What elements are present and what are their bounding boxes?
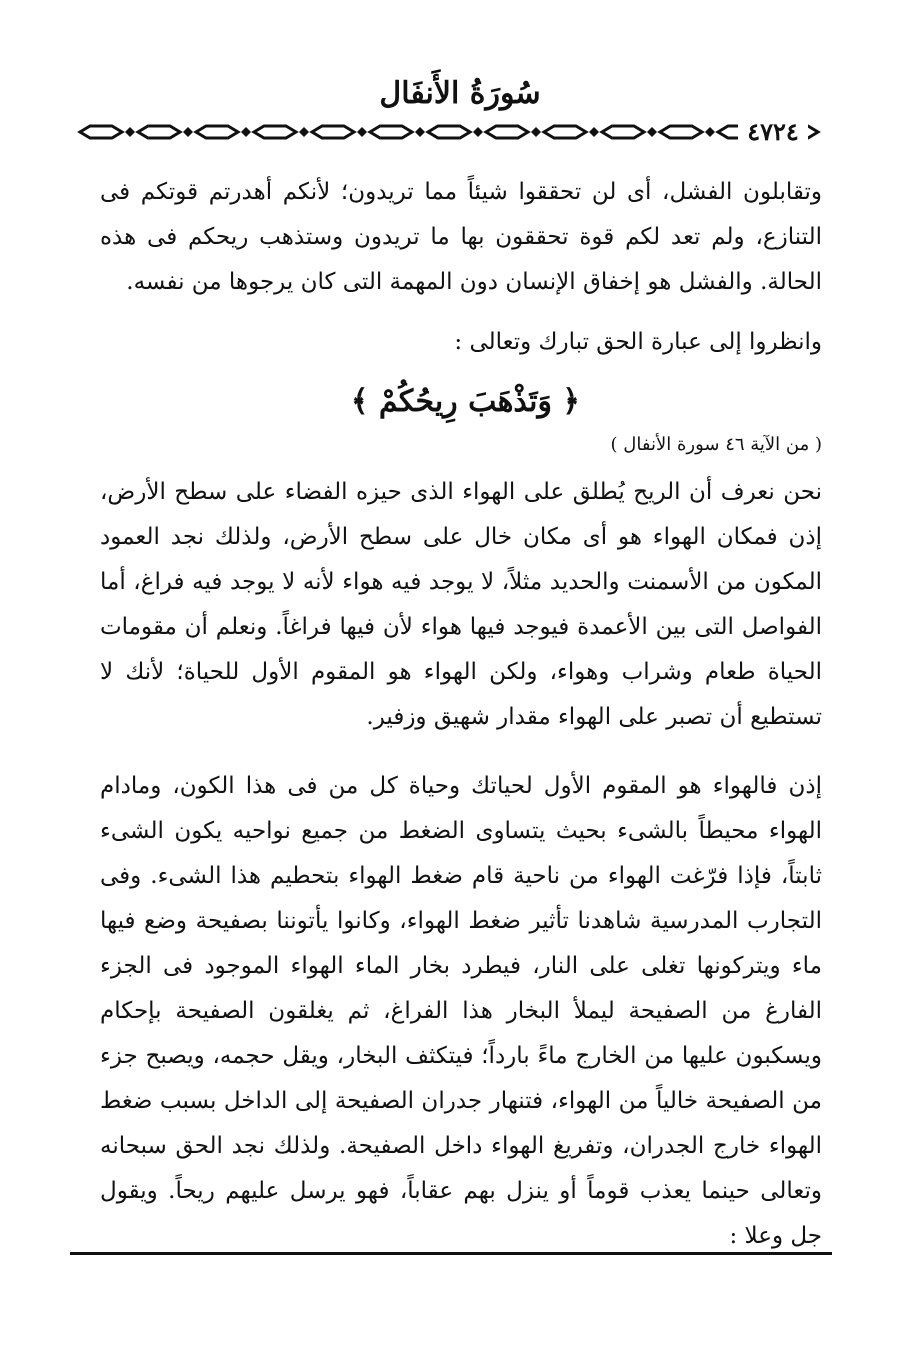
surah-title: سُورَةُ الأَنفَال [379, 76, 541, 111]
paragraph-1: وتقابلون الفشل، أى لن تحققوا شيئاً مما تريدون؛ لأنكم أهدرتم قوتكم فى التنازع، ولم تعد لكم قوة تحققون بها ما تريدون وستذهب ريحكم فى هذه الحالة. والفشل هو إخفاق الإنسان دون المهمة التى كان يرجوها من نفسه. [100, 179, 822, 295]
header-ornament-rule [70, 116, 830, 148]
page-number: ٤٧٢٤ [738, 118, 808, 146]
footer-rule [70, 1252, 832, 1255]
verse-intro: وانظروا إلى عبارة الحق تبارك وتعالى : [454, 329, 822, 355]
quran-verse: ﴿ وَتَذْهَبَ رِيحُكُمْ ﴾ [350, 384, 580, 419]
verse-citation: ( من الآية ٤٦ سورة الأنفال ) [610, 434, 822, 455]
paragraph-2: نحن نعرف أن الريح يُطلق على الهواء الذى حيزه الفضاء على سطح الأرض، إذن فمكان الهواء هو أى مكان خال على سطح الأرض، ولذلك نجد العمود المكون من الأسمنت والحديد مثلاً، لا يوجد فيه هواء لأنه لا يوجد فيه فراغ، أما الفواصل التى بين الأعمدة فيوجد فيها هواء لأن فيها فراغاً. ونعلم أن مقومات الحياة طعام وشراب وهواء، ولكن الهواء هو المقوم الأول للحياة؛ لأنك لا تستطيع أن تصبر على الهواء مقدار شهيق وزفير. [100, 479, 822, 730]
paragraph-3: إذن فالهواء هو المقوم الأول لحياتك وحياة كل من فى هذا الكون، ومادام الهواء محيطاً بالشىء بحيث يتساوى الضغط من جميع نواحيه يكون الشىء ثابتاً، فإذا فرّغت الهواء من ناحية قام ضغط الهواء بتحطيم هذا الشىء. وفى التجارب المدرسية شاهدنا تأثير ضغط الهواء، وكانوا يأتوننا بصفيحة وضع فيها ماء ويتركونها تغلى على النار، فيطرد بخار الماء الهواء الموجود فى الجزء الفارغ من الصفيحة ليملأ البخار هذا الفراغ، ثم يغلقون الصفيحة بإحكام ويسكبون عليها من الخارج ماءً بارداً؛ فيتكثف البخار، ويقل حجمه، ويصبح جزء من الصفيحة خالياً من الهواء، فتنهار جدران الصفيحة إلى الداخل بسبب ضغط الهواء خارج الجدران، وتفريغ الهواء داخل الصفيحة. ولذلك نجد الحق سبحانه وتعالى حينما يعذب قوماً أو ينزل بهم عقاباً، فهو يرسل عليهم ريحاً. ويقول جل وعلا : [100, 773, 822, 1249]
